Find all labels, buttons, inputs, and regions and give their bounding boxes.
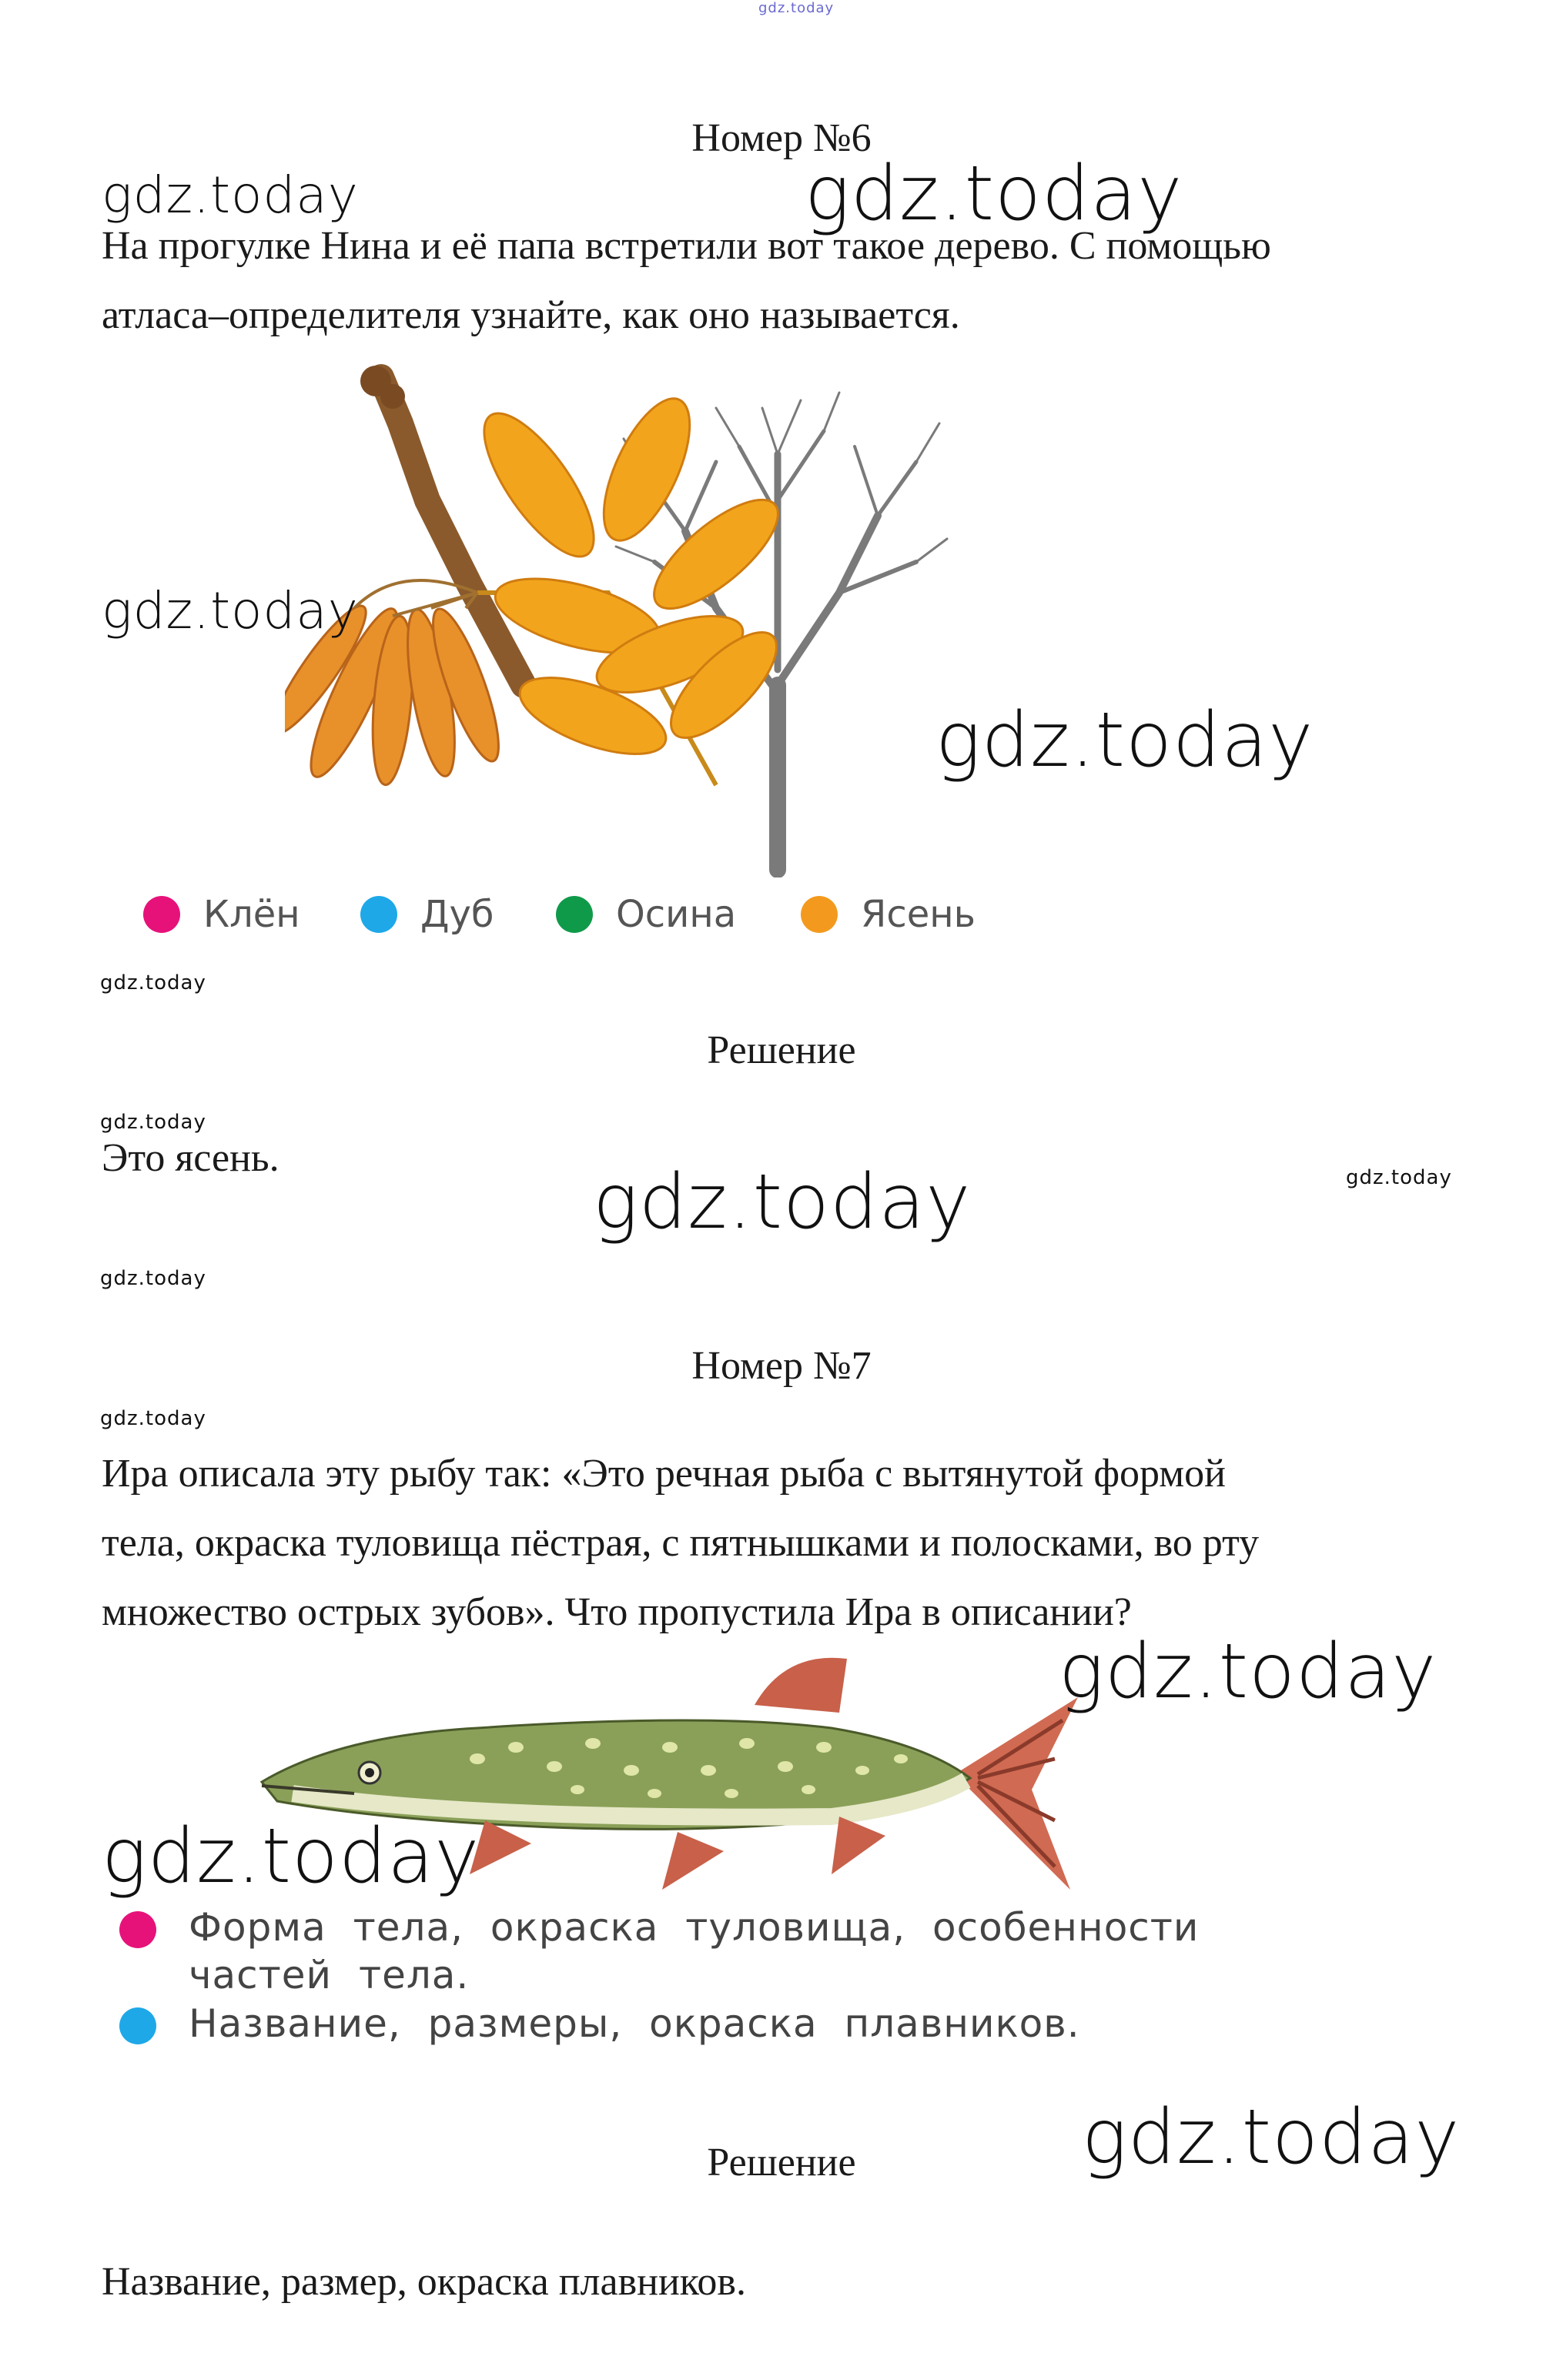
option-label: Ясень xyxy=(861,893,976,936)
ash-leaves-icon xyxy=(465,386,794,769)
task7-question-line: Ира описала эту рыбу так: «Это речная рыба с вытянутой формой xyxy=(102,1452,1226,1496)
task6-question-line: На прогулке Нина и её папа встретили вот такое дерево. С помощью xyxy=(102,224,1271,268)
watermark: gdz.today xyxy=(100,1267,206,1290)
option-aspen[interactable] xyxy=(556,893,736,936)
option-dot-icon xyxy=(143,896,180,933)
option-label: частей тела. xyxy=(189,1953,470,1997)
ash-tree-illustration xyxy=(285,362,955,877)
option-dot-icon xyxy=(119,1911,156,1948)
task7-question-line: множество острых зубов». Что пропустила Ира в описании? xyxy=(102,1590,1132,1634)
task7-heading: Номер №7 xyxy=(691,1344,872,1388)
watermark: gdz.today xyxy=(102,165,359,225)
watermark-top: gdz.today xyxy=(758,0,835,16)
option-maple[interactable] xyxy=(143,893,300,936)
task6-question xyxy=(102,212,1472,350)
watermark: gdz.today xyxy=(805,150,1183,238)
task6-solution-text: Это ясень. xyxy=(102,1136,279,1180)
option-label: Форма тела, окраска туловища, особенности xyxy=(189,1905,1200,1950)
option-ash[interactable] xyxy=(801,893,976,936)
task7-solution-heading: Решение xyxy=(707,2141,856,2184)
pelvic-fin-icon xyxy=(662,1832,724,1890)
task6-solution-heading: Решение xyxy=(707,1028,856,1072)
option-dot-icon xyxy=(119,2007,156,2044)
option-dot-icon xyxy=(801,896,838,933)
watermark: gdz.today xyxy=(593,1158,972,1246)
watermark: gdz.today xyxy=(1346,1166,1452,1189)
option-label: Осина xyxy=(616,893,737,936)
watermark: gdz.today xyxy=(935,697,1314,784)
option-oak[interactable] xyxy=(360,893,494,936)
anal-fin-icon xyxy=(832,1817,885,1874)
dorsal-fin-icon xyxy=(755,1658,847,1713)
option-label: Название, размеры, окраска плавников. xyxy=(189,2001,1080,2046)
watermark: gdz.today xyxy=(100,971,206,994)
watermark: gdz.today xyxy=(100,1111,206,1134)
task7-question xyxy=(102,1439,1472,1647)
task6-question-line: атласа–определителя узнайте, как оно называется. xyxy=(102,293,960,337)
watermark: gdz.today xyxy=(1082,2094,1461,2181)
option-dot-icon xyxy=(360,896,397,933)
watermark: gdz.today xyxy=(102,1813,480,1900)
option-label: Дуб xyxy=(420,893,494,936)
watermark: gdz.today xyxy=(1059,1628,1437,1716)
tail-fin-icon xyxy=(955,1697,1078,1890)
watermark: gdz.today xyxy=(100,1407,206,1430)
option-dot-icon xyxy=(556,896,593,933)
task6-heading: Номер №6 xyxy=(691,116,872,160)
option-label: Клён xyxy=(203,893,300,936)
task7-solution-text: Название, размер, окраска плавников. xyxy=(102,2260,746,2304)
task7-question-line: тела, окраска туловища пёстрая, с пятнышками и полосками, во рту xyxy=(102,1521,1260,1565)
watermark: gdz.today xyxy=(102,581,359,640)
